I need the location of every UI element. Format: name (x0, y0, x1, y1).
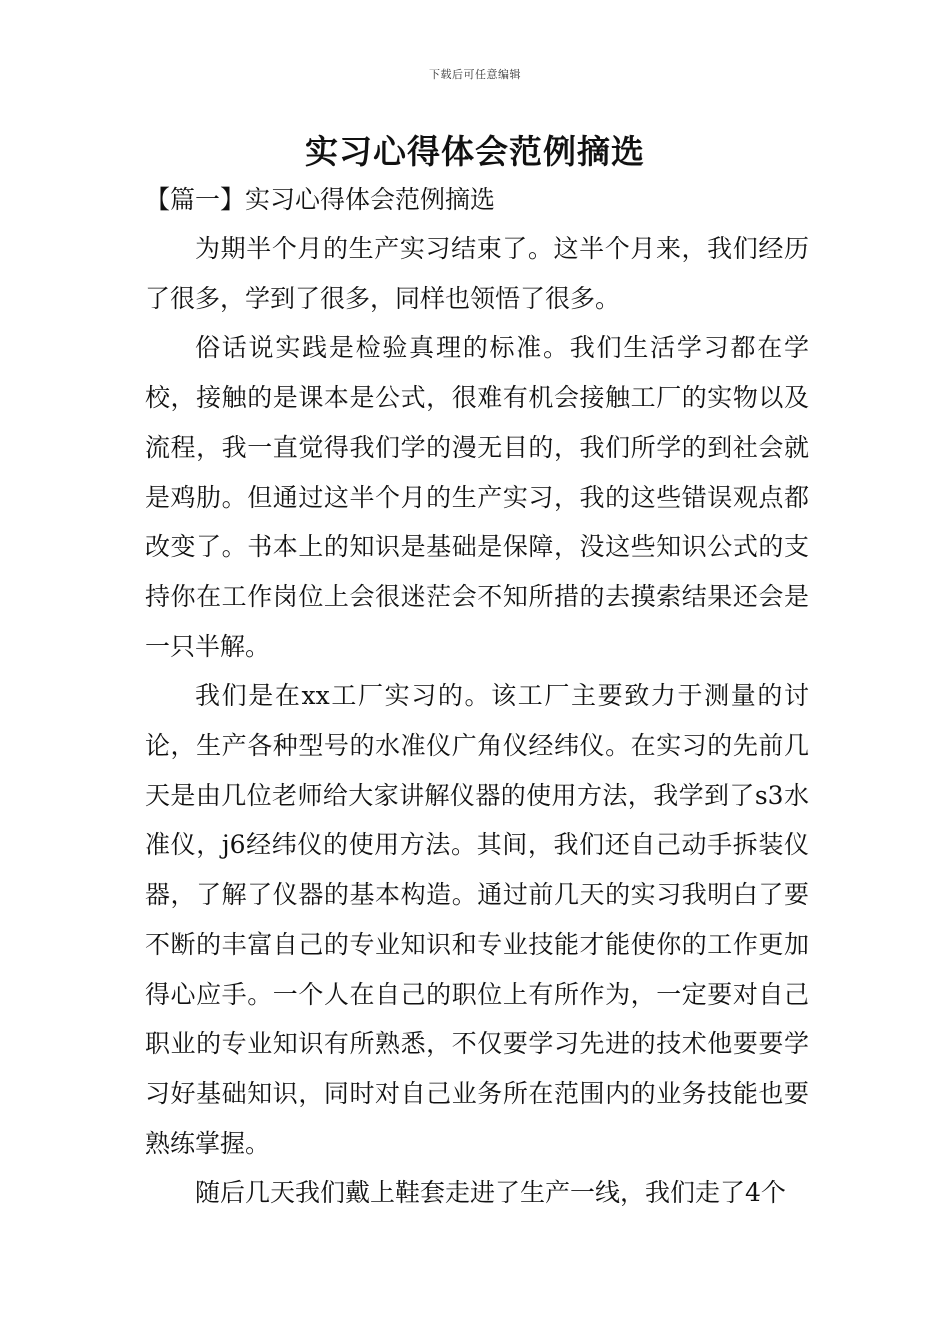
paragraph: 俗话说实践是检验真理的标准。我们生活学习都在学校，接触的是课本是公式，很难有机会接触工厂的实物以及流程，我一直觉得我们学的漫无目的，我们所学的到社会就是鸡肋。但通过这半个月的生产实习，我的这些错误观点都改变了。书本上的知识是基础是保障，没这些知识公式的支持你在工作岗位上会很迷茫会不知所措的去摸索结果还会是一只半解。 (145, 333, 809, 661)
paragraph: 为期半个月的生产实习结束了。这半个月来，我们经历了很多，学到了很多，同样也领悟了很多。 (145, 234, 809, 313)
section-heading: 【篇一】实习心得体会范例摘选 (145, 185, 496, 214)
paragraph: 随后几天我们戴上鞋套走进了生产一线，我们走了4个 (195, 1178, 786, 1208)
header-note: 下载后可任意编辑 (429, 68, 521, 81)
paragraph: 我们是在xx工厂实习的。该工厂主要致力于测量的讨论，生产各种型号的水准仪广角仪经纬仪。在实习的先前几天是由几位老师给大家讲解仪器的使用方法，我学到了s3水准仪，j6经纬仪的使用方法。其间，我们还自己动手拆装仪器，了解了仪器的基本构造。通过前几天的实习我明白了要不断的丰富自己的专业知识和专业技能才能使你的工作更加得心应手。一个人在自己的职位上有所作为，一定要对自己职业的专业知识有所熟悉，不仅要学习先进的技术他要要学习好基础知识，同时对自己业务所在范围内的业务技能也要熟练掌握。 (145, 681, 809, 1158)
body-text (145, 224, 809, 1218)
document-title: 实习心得体会范例摘选 (305, 132, 645, 171)
